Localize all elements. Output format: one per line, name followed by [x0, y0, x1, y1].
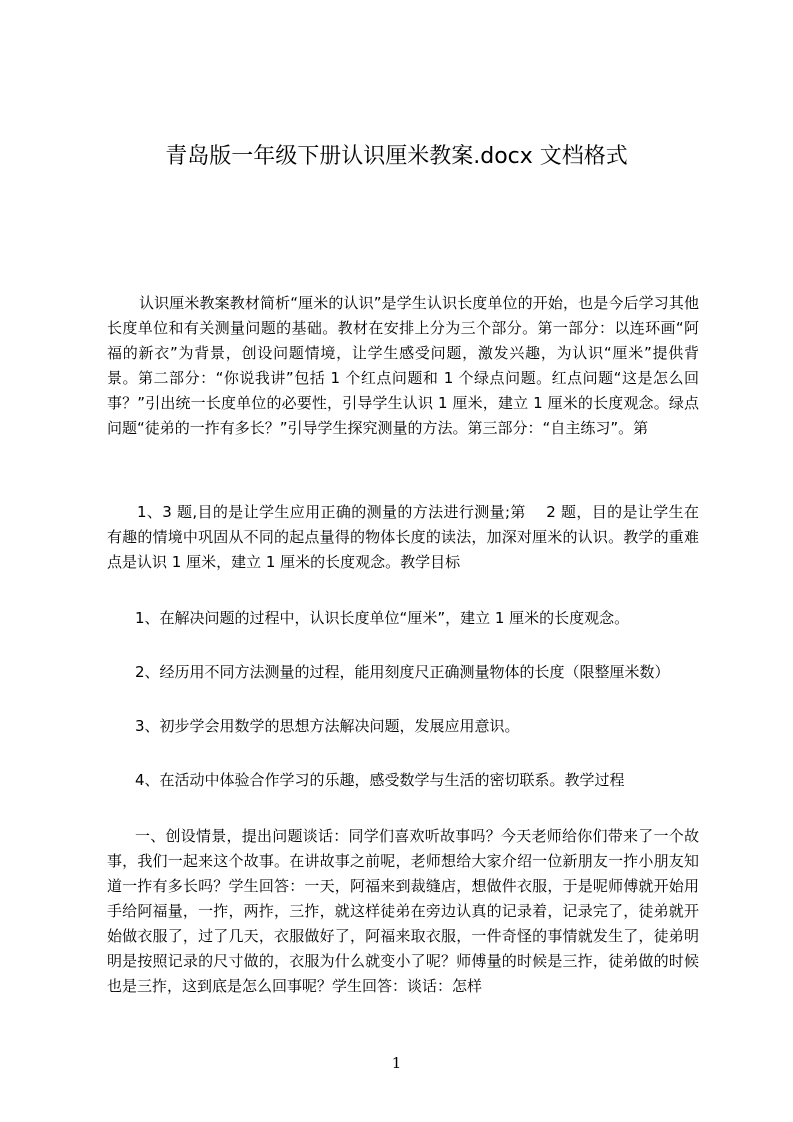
page-number: 1 [391, 1054, 402, 1072]
paragraph-goal-4: 4、在活动中体验合作学习的乐趣，感受数学与生活的密切联系。教学过程 [135, 771, 625, 789]
paragraph-goal-1: 1、在解决问题的过程中，认识长度单位“厘米”，建立 1 厘米的长度观念。 [135, 609, 630, 627]
paragraph-exercises: 1、3 题,目的是让学生应用正确的测量的方法进行测量;第 2 题，目的是让学生在有趣的情境中巩固从不同的起点量得的物体长度的读法，加深对厘米的认识。教学的重难点是认识 1 厘米，建立 1 厘米的长度观念。教学目标 [107, 503, 699, 571]
paragraph-teaching-process: 一、创设情景，提出问题谈话：同学们喜欢听故事吗？今天老师给你们带来了一个故事，我们一起来这个故事。在讲故事之前呢，老师想给大家介绍一位新朋友一拃小朋友知道一拃有多长吗？学生回答：一天，阿福来到裁缝店，想做件衣服，于是呢师傅就开始用手给阿福量，一拃，两拃，三拃，就这样徒弟在旁边认真的记录着，记录完了，徒弟就开始做衣服了，过了几天，衣服做好了，阿福来取衣服，一件奇怪的事情就发生了，徒弟明明是按照记录的尺寸做的，衣服为什么就变小了呢？师傅量的时候是三拃，徒弟做的时候也是三拃，这到底是怎么回事呢？学生回答：谈话：怎样 [107, 827, 699, 995]
document-title: 青岛版一年级下册认识厘米教案.docx 文档格式 [165, 144, 628, 169]
paragraph-goal-2: 2、经历用不同方法测量的过程，能用刻度尺正确测量物体的长度（限整厘米数） [135, 663, 670, 681]
paragraph-goal-3: 3、初步学会用数学的思想方法解决问题，发展应用意识。 [135, 717, 520, 735]
paragraph-intro: 认识厘米教案教材简析“厘米的认识”是学生认识长度单位的开始，也是今后学习其他长度单位和有关测量问题的基础。教材在安排上分为三个部分。第一部分：以连环画“阿福的新衣”为背景，创设问题情境，让学生感受问题，激发兴趣，为认识“厘米”提供背景。第二部分：“你说我讲”包括 1 个红点问题和 1 个绿点问题。红点问题“这是怎么回事？”引出统一长度单位的必要性，引导学生认识 1 厘米，建立 1 厘米的长度观念。绿点问题“徒弟的一拃有多长？”引导学生探究测量的方法。第三部分：“自主练习”。第 [107, 294, 699, 437]
